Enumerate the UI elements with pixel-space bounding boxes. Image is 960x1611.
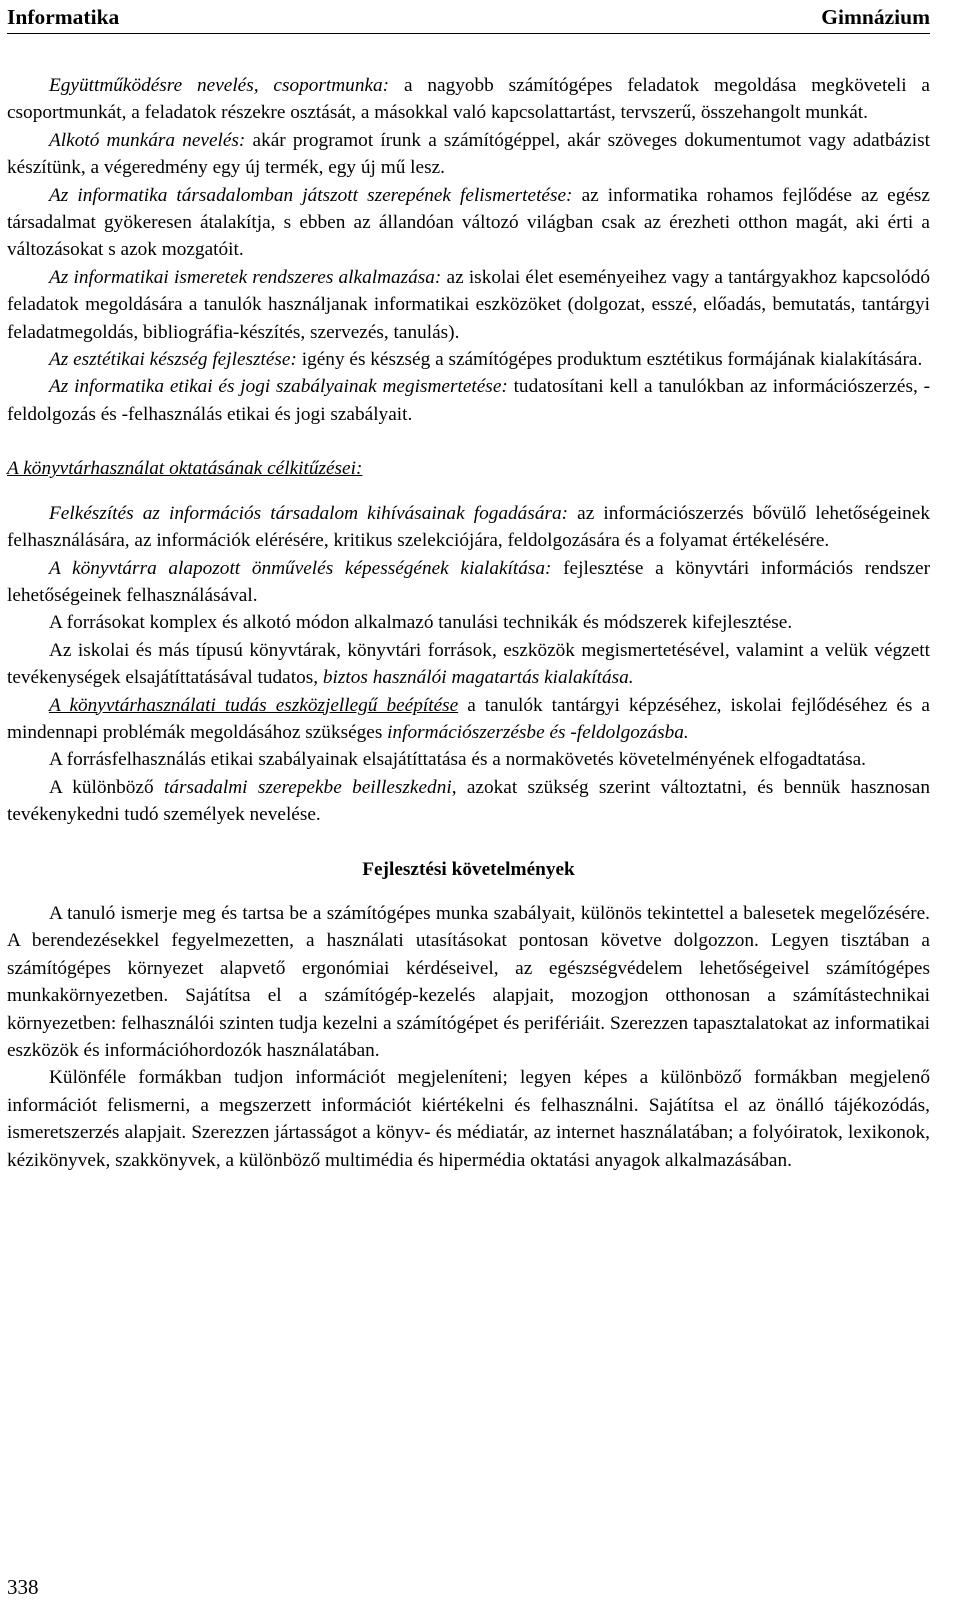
paragraph-text: igény és készség a számítógépes produktum esztétikus formájának kialakítására. xyxy=(296,349,923,371)
paragraph-text: tudatosítani kell a tanulókban az információszerzés, -feldolgozás és -felhasználás etikai és jogi szabályait. xyxy=(7,376,930,425)
paragraph-text: akár programot írunk a számítógéppel, akár szöveges dokumentumot vagy adatbázist készítünk, a végeredmény egy új termék, egy új mű lesz. xyxy=(7,129,930,179)
paragraph-lead: A könyvtárhasználati tudás eszközjellegű beépítése xyxy=(49,694,459,716)
section-heading-development: Fejlesztési követelmények xyxy=(362,858,575,880)
paragraph-ethics-law xyxy=(7,373,930,428)
paragraph-systematic-use xyxy=(7,264,930,346)
document-page xyxy=(7,0,930,1174)
section-heading-library: A könyvtárhasználat oktatásának célkitűzései: xyxy=(7,458,363,480)
paragraph-text: A forrásokat komplex és alkotó módon alkalmazó tanulási technikák és módszerek kifejlesztése. xyxy=(49,612,793,634)
paragraph-text: az informatika rohamos fejlődése az egész társadalmat gyökeresen átalakítja, s ebben az állandóan változó világban csak az érezheti otthon magát, aki érti a változásokat s azok mozgatóit. xyxy=(7,184,930,261)
paragraph-information-society xyxy=(7,500,930,555)
paragraph-informatics-role xyxy=(7,182,930,264)
header-subject: Informatika xyxy=(7,5,120,29)
paragraph-aesthetics xyxy=(7,346,930,373)
paragraph-self-education xyxy=(7,555,930,610)
paragraph-italic: információszerzésbe és -feldolgozásba. xyxy=(387,721,689,743)
paragraph-lead: Felkészítés az információs társadalom kihívásainak fogadására: xyxy=(49,502,569,524)
paragraph-text: az iskolai élet eseményeihez vagy a tantárgyakhoz kapcsolódó feladatok megoldására a tanulók használjanak informatikai eszközöket (dolgozat, esszé, előadás, bemutatás, tantárgyi feladatmegoldás, bibliográfia-készítés, szervezés, tanulás). xyxy=(7,266,930,343)
page-number: 338 xyxy=(7,1575,39,1599)
paragraph-source-ethics xyxy=(7,746,930,773)
paragraph-lead: A könyvtárra alapozott önművelés képességének kialakítása: xyxy=(49,557,552,579)
paragraph-text: Az iskolai és más típusú könyvtárak, könyvtári források, eszközök megismertetésével, valamint a velük végzett tevékenységek elsajátíttatásával tudatos, xyxy=(7,639,930,689)
paragraph-lead: Együttműködésre nevelés, csoportmunka: xyxy=(49,75,390,96)
header-school-type: Gimnázium xyxy=(821,5,930,29)
paragraph-library-types xyxy=(7,637,930,692)
paragraph-social-roles: A különböző társadalmi szerepekbe beilleszkedni, azokat szükség szerint változtatni, és bennük hasznosan tevékenykedni tudó személyek nevelése. xyxy=(7,776,930,826)
page-header xyxy=(7,0,930,34)
page-content xyxy=(7,72,930,1174)
paragraph-lead: Az esztétikai készség fejlesztése: xyxy=(49,349,297,371)
paragraph-italic: biztos használói magatartás kialakítása. xyxy=(322,667,634,689)
paragraph-text: A forrásfelhasználás etikai szabályainak elsajátíttatása és a normakövetés követelményének elfogadtatása. xyxy=(49,749,866,771)
paragraph-lead: Az informatikai ismeretek rendszeres alkalmazása: xyxy=(49,266,442,288)
paragraph-library-knowledge xyxy=(7,692,930,747)
paragraph-development-1: A tanuló ismerje meg és tartsa be a számítógépes munka szabályait, különös tekintettel a balesetek megelőzésére. A berendezésekkel fegyelmezetten, a használati utasításokat pontosan követve dolgozzon. Legyen tisztában a számítógépes környezet alapvető ergonómiai kérdéseivel, az egészségvédelem lehetőségeivel számítógépes munkakörnyezetben. Sajátítsa el a számítógép-kezelés alapjait, mozogjon otthonosan a számítástechnikai környezetben: felhasználói szinten tudja kezelni a számítógépet és perifériáit. Szerezzen tapasztalatokat az informatikai eszközök és információhordozók használatában. xyxy=(7,902,930,1061)
paragraph-text: a tanulók tantárgyi képzéséhez, iskolai fejlődéséhez és a mindennapi problémák megoldásához szükséges xyxy=(7,694,930,743)
paragraph-text: fejlesztése a könyvtári információs rendszer lehetőségeinek felhasználásával. xyxy=(7,557,930,606)
paragraph-italic: társadalmi szerepekbe beilleszkedni xyxy=(163,776,452,798)
paragraph-text: az információszerzés bővülő lehetőségeinek felhasználására, az információk elérésére, kritikus szelekciójára, feldolgozására és a folyamat értékelésére. xyxy=(7,502,931,552)
paragraph-development-2: Különféle formákban tudjon információt megjeleníteni; legyen képes a különböző formákban megjelenő információt felismerni, a megszerzett információt kiértékelni és felhasználni. Sajátítsa el az önálló tájékozódás, ismeretszerzés alapjait. Szerezzen jártasságot a könyv- és médiatár, az internet használatában; a folyóiratok, lexikonok, kézikönyvek, szakkönyvek, a különböző multimédia és hipermédia oktatási anyagok alkalmazásában. xyxy=(7,1067,930,1171)
paragraph-text: a nagyobb számítógépes feladatok megoldása megköveteli a csoportmunkát, a feladatok részekre osztását, a másokkal való kapcsolattartást, tervszerű, összehangolt munkát. xyxy=(7,75,930,124)
paragraph-cooperation xyxy=(7,72,930,127)
paragraph-lead: Az informatika etikai és jogi szabályainak megismertetése: xyxy=(49,376,508,398)
paragraph-learning-techniques xyxy=(7,609,930,636)
paragraph-lead: Az informatika társadalomban játszott szerepének felismertetése: xyxy=(49,184,573,206)
paragraph-creative-work xyxy=(7,127,930,182)
paragraph-lead: Alkotó munkára nevelés: xyxy=(49,129,246,151)
